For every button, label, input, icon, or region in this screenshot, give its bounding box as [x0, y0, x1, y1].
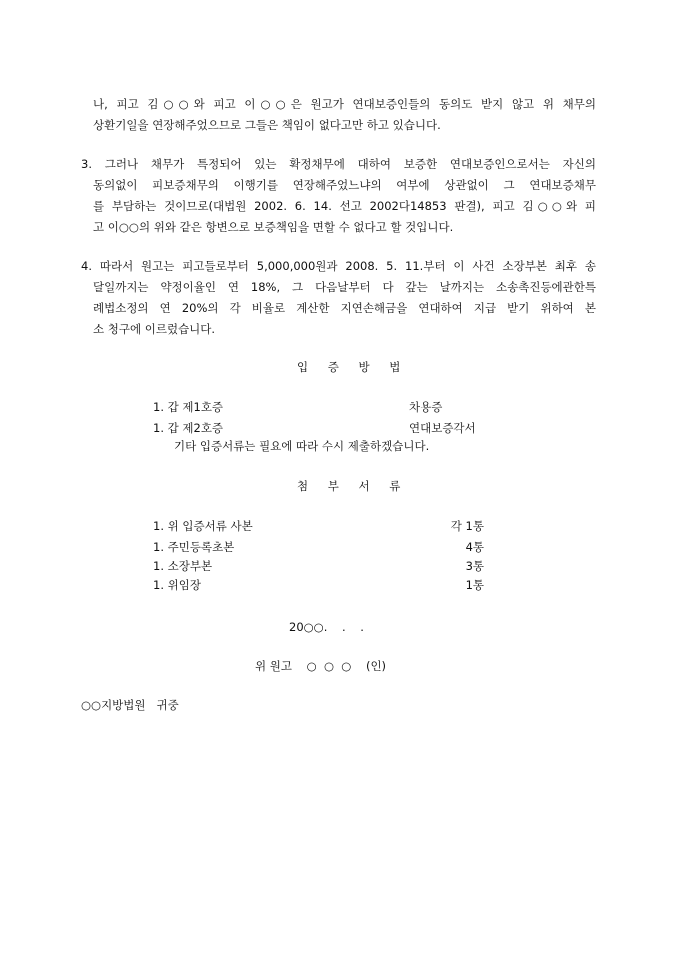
evidence-item-2-value: 연대보증각서	[409, 421, 476, 435]
filing-date: 20○○. . .	[289, 620, 364, 634]
court-addressee: ○○지방법원 귀중	[81, 698, 179, 712]
attachments-heading: 첨 부 서 류	[297, 479, 409, 493]
attachment-item-3-value: 3통	[465, 559, 484, 573]
para-4-line-2: 달일까지는 약정이율인 연 18%, 그 다음날부터 다 갚는 날까지는 소송촉진등에관한특	[93, 280, 596, 294]
para-3-line-4: 고 이○○의 위와 같은 항변으로 보증책임을 면할 수 없다고 할 것입니다.	[93, 220, 454, 234]
para-4-line-1: 4. 따라서 원고는 피고들로부터 5,000,000원과 2008. 5. 11.부터 이 사건 소장부본 최후 송	[81, 259, 596, 273]
attachment-item-1-value: 각 1통	[450, 519, 484, 533]
attachment-item-1-label: 1. 위 입증서류 사본	[153, 519, 253, 533]
para-3-line-2: 동의없이 피보증채무의 이행기를 연장해주었느냐의 여부에 상관없이 그 연대보증채무	[93, 178, 596, 192]
evidence-item-2-label: 1. 갑 제2호증	[153, 421, 224, 435]
evidence-item-1-label: 1. 갑 제1호증	[153, 400, 224, 414]
attachment-item-4-value: 1통	[465, 578, 484, 592]
para-3-line-1: 3. 그러나 채무가 특정되어 있는 확정채무에 대하여 보증한 연대보증인으로서는 자신의	[81, 157, 596, 171]
attachment-item-2-value: 4통	[465, 540, 484, 554]
attachment-item-2-label: 1. 주민등록초본	[153, 540, 235, 554]
evidence-note: 기타 입증서류는 필요에 따라 수시 제출하겠습니다.	[174, 439, 430, 453]
plaintiff-signature: 위 원고 ○ ○ ○ (인)	[255, 659, 387, 673]
attachment-item-4-label: 1. 위임장	[153, 578, 201, 592]
para-na-line-2: 상환기일을 연장해주었으므로 그들은 책임이 없다고만 하고 있습니다.	[93, 118, 441, 132]
evidence-heading: 입 증 방 법	[297, 360, 409, 374]
para-4-line-3: 례법소정의 연 20%의 각 비율로 계산한 지연손해금을 연대하여 지급 받기 위하여 본	[93, 301, 596, 315]
evidence-item-1-value: 차용증	[409, 400, 443, 414]
para-3-line-3: 를 부담하는 것이므로(대법원 2002. 6. 14. 선고 2002다14853 판결), 피고 김○○와 피	[93, 199, 596, 213]
para-na-line-1: 나, 피고 김○○와 피고 이○○은 원고가 연대보증인들의 동의도 받지 않고 위 채무의	[93, 97, 596, 111]
para-4-line-4: 소 청구에 이르렀습니다.	[93, 322, 216, 336]
attachment-item-3-label: 1. 소장부본	[153, 559, 213, 573]
